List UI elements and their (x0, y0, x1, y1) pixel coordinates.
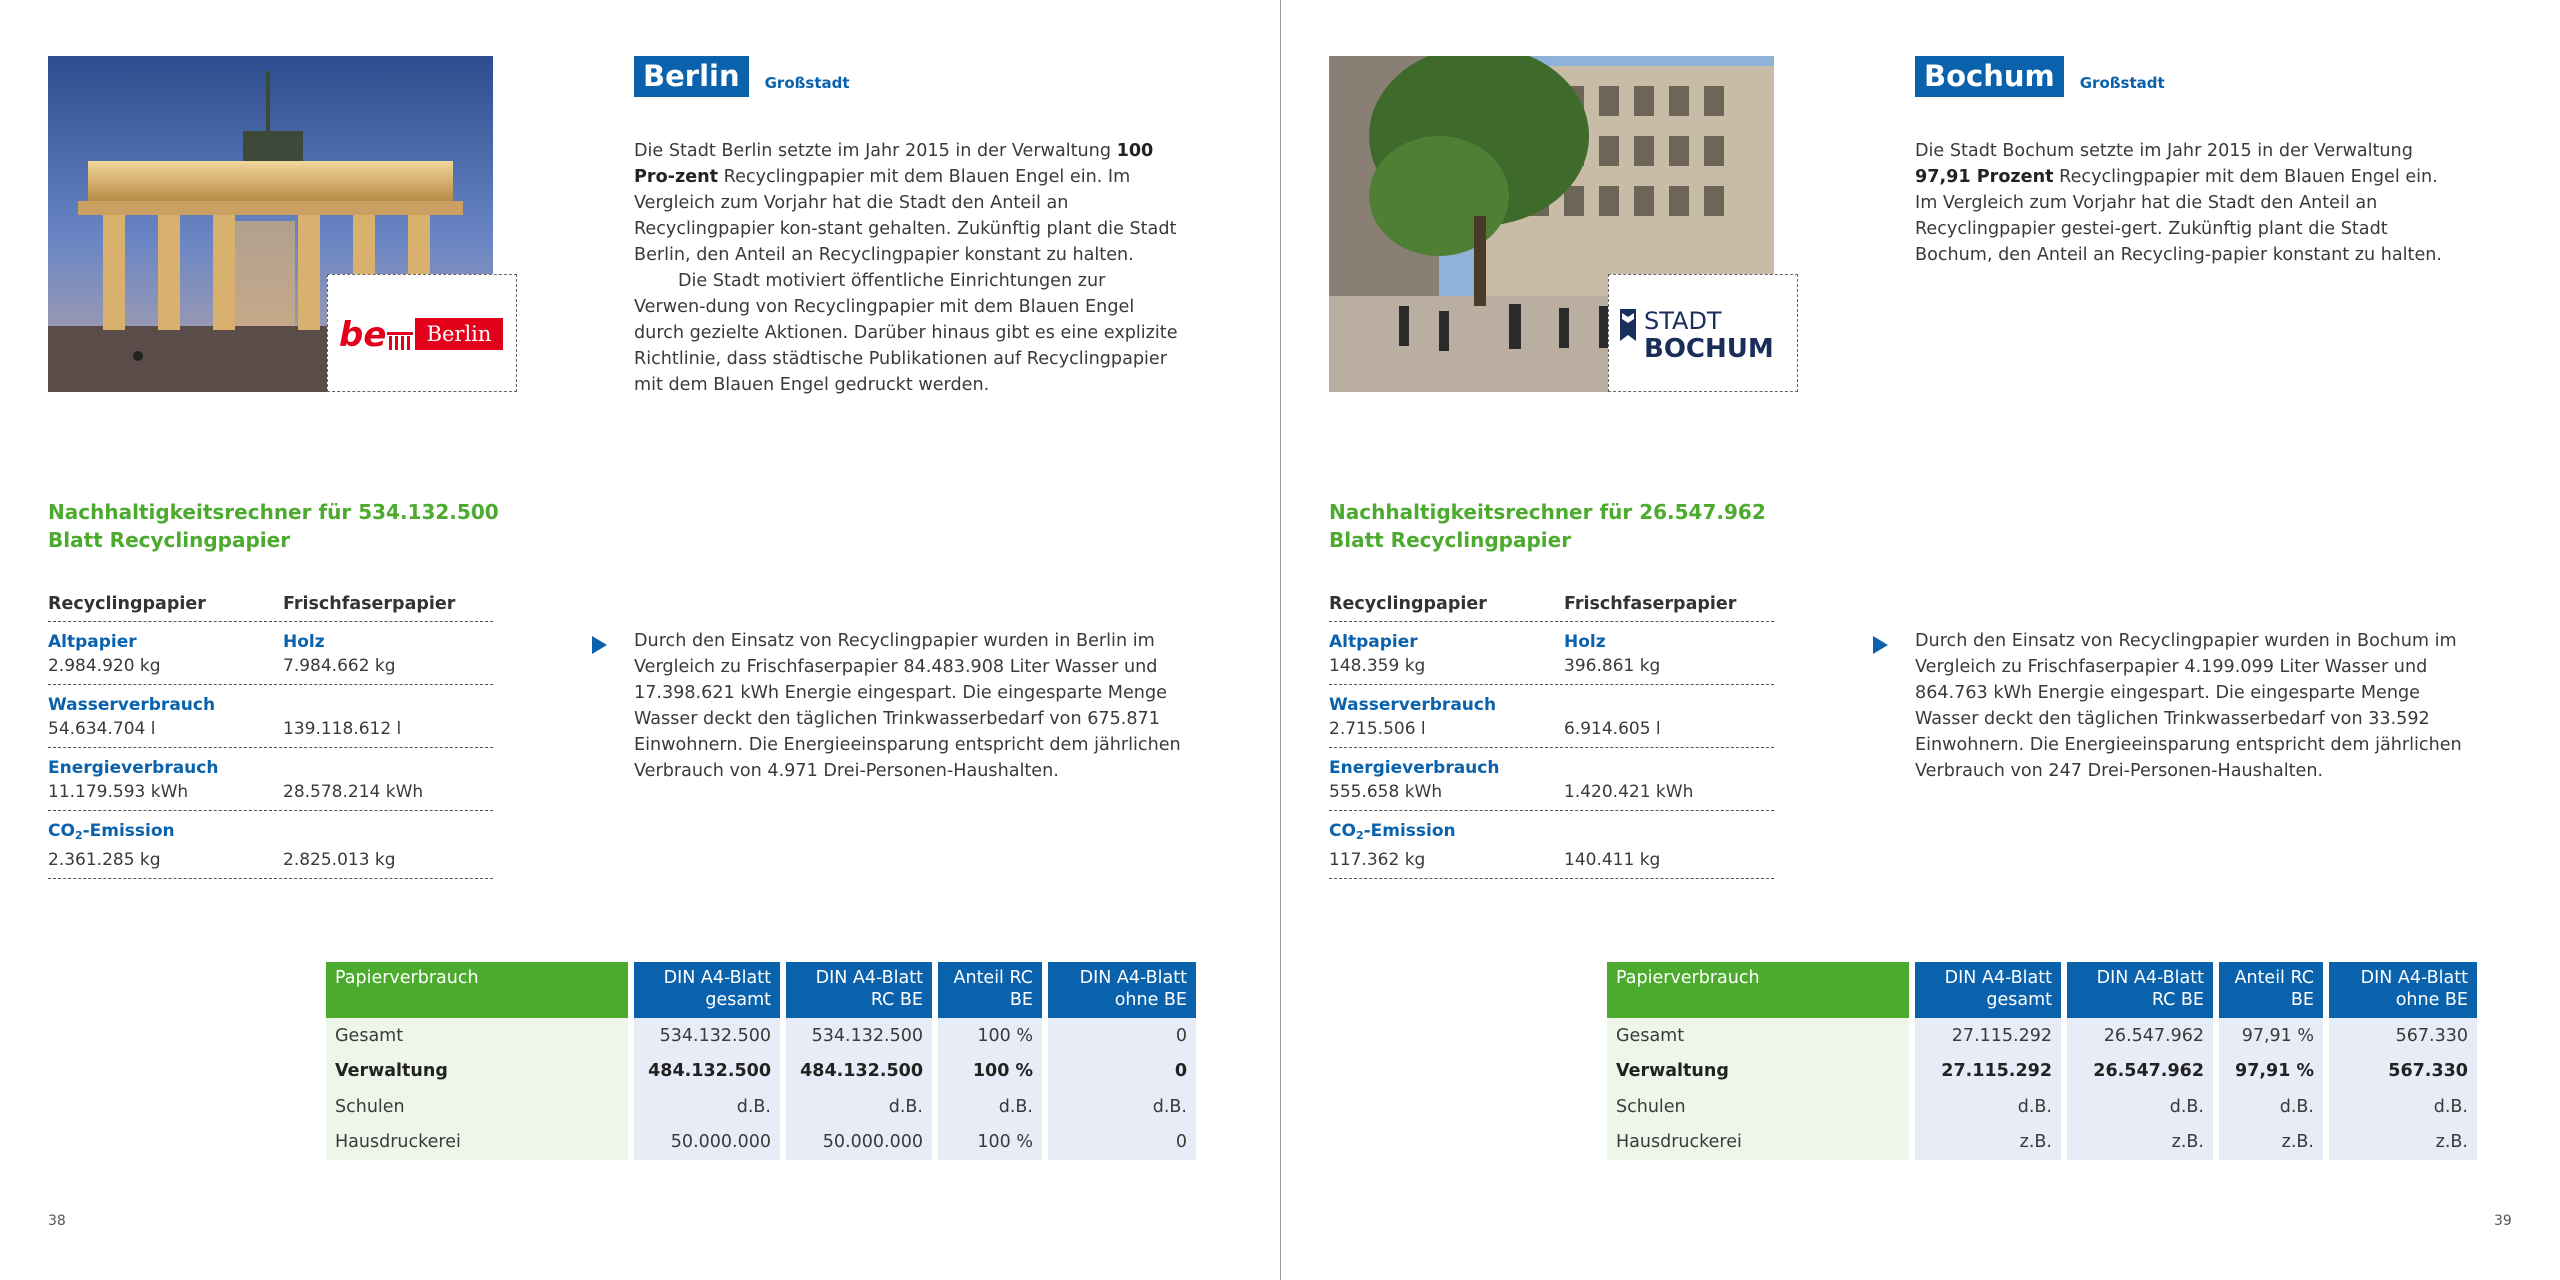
city-header (634, 56, 850, 97)
city-header (1915, 56, 2165, 97)
intro-paragraph: Die Stadt Bochum setzte im Jahr 2015 in der Verwaltung 97,91 Prozent Recyclingpapier mit dem Blauen Engel ein. Im Vergleich zum Vorjahr hat die Stadt den Anteil an Recyclingpapier gestei-gert. Zukünftig plant die Stadt Bochum, den Anteil an Recycling-papier konstant zu halten. (1915, 141, 2443, 265)
city-name: Bochum (1915, 56, 2064, 97)
result-text: Durch den Einsatz von Recyclingpapier wurden in Berlin im Vergleich zu Frischfaserpapier 84.483.908 Liter Wasser und 17.398.621 kWh Energie eingespart. Die eingesparte Menge Wasser deckt den täglichen Trinkwasserbedarf von 675.871 Einwohnern. Die Energieeinsparung entspricht dem jährlichen Verbrauch von 4.971 Drei-Personen-Haushalten. (634, 631, 1181, 781)
arrow-icon (592, 636, 607, 654)
intro-paragraph: Die Stadt motiviert öffentliche Einrichtungen zur Verwen-dung von Recyclingpapier mit dem Blauen Engel durch gezielte Aktionen. Darüber hinaus gibt es eine explizite Richtlinie, dass städtische Publikationen auf Recyclingpapier mit dem Blauen Engel gedruckt werden. (634, 271, 1178, 395)
result-text: Durch den Einsatz von Recyclingpapier wurden in Bochum im Vergleich zu Frischfaserpapier 4.199.099 Liter Wasser und 864.763 kWh Energie eingespart. Die eingesparte Menge Wasser deckt den täglichen Trinkwasserbedarf von 33.592 Einwohnern. Die Energieeinsparung entspricht dem jährlichen Verbrauch von 247 Drei-Personen-Haushalten. (1915, 631, 2462, 781)
calc-row-energie: Energieverbrauch 555.658 kWh 1.420.421 kWh (1329, 748, 1774, 811)
calc-header: Recyclingpapier Frischfaserpapier (48, 586, 493, 622)
calc-row-altpapier: Altpapier Holz 148.359 kg 396.861 kg (1329, 622, 1774, 685)
intro-paragraph: Die Stadt Berlin setzte im Jahr 2015 in der Verwaltung 100 Pro-zent Recyclingpapier mit dem Blauen Engel ein. Im Vergleich zum Vorjahr hat die Stadt den Anteil an Recyclingpapier kon-stant gehalten. Zukünftig plant die Stadt Berlin, den Anteil an Recyclingpapier konstant zu halten. (634, 141, 1177, 265)
table-col-anteil: Anteil RC BE 100 % 100 % d.B. 100 % (938, 962, 1042, 1160)
page-number: 38 (48, 1213, 66, 1229)
table-col-gesamt: DIN A4-Blatt gesamt 534.132.500 484.132.500 d.B. 50.000.000 (634, 962, 780, 1160)
paper-usage-table (1607, 962, 2477, 1160)
page-right (1281, 0, 2560, 1280)
page-number: 39 (2494, 1213, 2512, 1229)
paper-usage-table (326, 962, 1196, 1160)
table-col-anteil: Anteil RC BE 97,91 % 97,91 % d.B. z.B. (2219, 962, 2323, 1160)
bochum-logo (1608, 274, 1798, 392)
city-type: Großstadt (764, 73, 850, 92)
calc-row-co2: $CO_2$-Emission 117.362 kg 140.411 kg (1329, 811, 1774, 879)
table-col-rcbe: DIN A4-Blatt RC BE 26.547.962 26.547.962 d.B. z.B. (2067, 962, 2213, 1160)
bochum-logo-text: STADT BOCHUM (1644, 307, 1774, 364)
city-name: Berlin (634, 56, 749, 97)
city-type: Großstadt (2079, 73, 2165, 92)
table-col-ohne: DIN A4-Blatt ohne BE 567.330 567.330 d.B. z.B. (2329, 962, 2477, 1160)
berlin-logo-text: Berlin (426, 322, 492, 346)
calc-row-wasser: Wasserverbrauch 2.715.506 l 6.914.605 l (1329, 685, 1774, 748)
sustainability-calculator (48, 586, 493, 879)
calculator-title: Nachhaltigkeitsrechner für 26.547.962 Blatt Recyclingpapier (1329, 500, 1766, 552)
co2-label: $CO_2$-Emission (1329, 821, 1456, 842)
table-col-ohne: DIN A4-Blatt ohne BE 0 0 d.B. 0 (1048, 962, 1196, 1160)
table-col-category: Papierverbrauch Gesamt Verwaltung Schulen Hausdruckerei (326, 962, 628, 1160)
berlin-logo (327, 274, 517, 392)
calc-row-altpapier: Altpapier Holz 2.984.920 kg 7.984.662 kg (48, 622, 493, 685)
calc-row-energie: Energieverbrauch 11.179.593 kWh 28.578.214 kWh (48, 748, 493, 811)
intro-text (1915, 138, 2463, 268)
calc-header: Recyclingpapier Frischfaserpapier (1329, 586, 1774, 622)
arrow-icon (1873, 636, 1888, 654)
calculator-title: Nachhaltigkeitsrechner für 534.132.500 Blatt Recyclingpapier (48, 500, 499, 552)
calc-row-co2: $CO_2$-Emission 2.361.285 kg 2.825.013 kg (48, 811, 493, 879)
table-col-category: Papierverbrauch Gesamt Verwaltung Schulen Hausdruckerei (1607, 962, 1909, 1160)
calc-row-wasser: Wasserverbrauch 54.634.704 l 139.118.612 l (48, 685, 493, 748)
sustainability-calculator (1329, 586, 1774, 879)
svg-text:be: be (339, 315, 387, 355)
table-col-rcbe: DIN A4-Blatt RC BE 534.132.500 484.132.500 d.B. 50.000.000 (786, 962, 932, 1160)
co2-label: $CO_2$-Emission (48, 821, 175, 842)
intro-text (634, 138, 1182, 398)
table-col-gesamt: DIN A4-Blatt gesamt 27.115.292 27.115.292 d.B. z.B. (1915, 962, 2061, 1160)
